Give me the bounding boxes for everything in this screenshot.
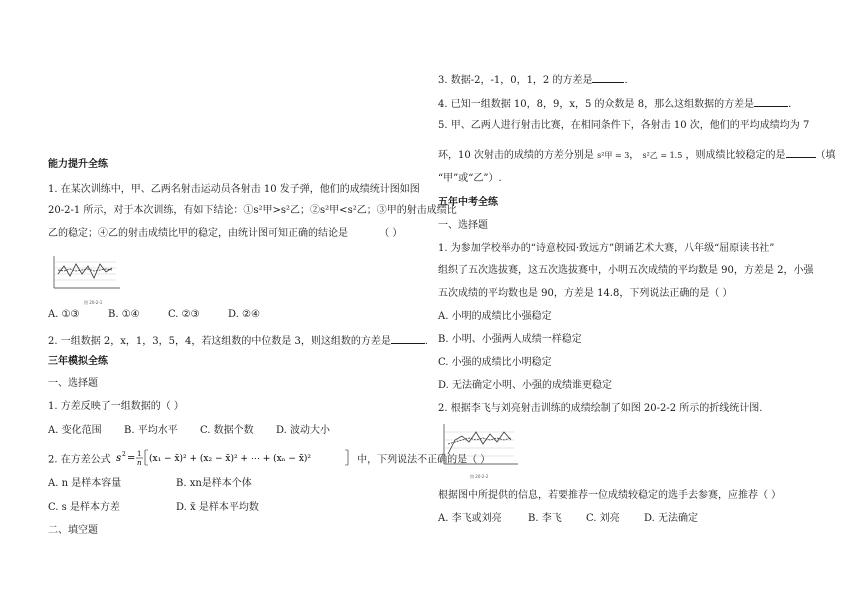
q8-option-c[interactable]: C. 小强的成绩比小明稳定 xyxy=(438,357,552,368)
fig2-caption: 图 20-2-2 xyxy=(470,474,489,479)
q4-option-c[interactable]: C. s 是样本方差 xyxy=(48,502,120,513)
svg-text:n: n xyxy=(136,459,142,467)
q1-line1: 1. 在某次训练中，甲、乙两名射击运动员各射击 10 发子弹，他们的成绩统计图如图 xyxy=(48,184,420,195)
q7-variance-yi: s²乙 = 1.5 xyxy=(642,151,683,160)
q3-option-d[interactable]: D. 波动大小 xyxy=(276,425,331,436)
q7-answer-blank[interactable] xyxy=(786,146,816,158)
q1-option-d[interactable]: D. ②④ xyxy=(228,309,260,320)
q8-line2: 组织了五次选拔赛，这五次选拔赛中，小明五次成绩的平均数是 90，方差是 2，小强 xyxy=(438,265,814,276)
subsection-choice: 一、选择题 xyxy=(48,378,98,389)
q5-text: 3. 数据-2，-1，0，1，2 的方差是 xyxy=(438,75,593,86)
q7-line3: “甲”或“乙”）. xyxy=(438,173,502,184)
figure-20-2-1 xyxy=(46,252,126,300)
q2 xyxy=(48,332,428,348)
q7-line2-mid: ，则成绩比较稳定的是 xyxy=(685,150,786,161)
q2-answer-blank[interactable] xyxy=(391,332,425,344)
q4-prefix: 2. 在方差公式 xyxy=(48,454,111,466)
q9-option-b[interactable]: B. 李飞 xyxy=(528,513,562,524)
q9-option-a[interactable]: A. 李飞或刘亮 xyxy=(438,513,502,524)
section-title-ability: 能力提升全练 xyxy=(48,159,108,170)
q5-answer-blank[interactable] xyxy=(592,71,624,83)
q6 xyxy=(438,95,791,111)
q4-suffix: 中，下列说法不正确的是（ ） xyxy=(357,454,491,466)
fig2-series-1 xyxy=(448,432,511,454)
svg-text:2: 2 xyxy=(121,451,126,458)
q8-line3: 五次成绩的平均数也是 90，方差是 14.8，下列说法正确的是（ ） xyxy=(438,288,733,299)
q9-option-d[interactable]: D. 无法确定 xyxy=(644,513,699,524)
q7-line2: 环，10 次射击的成绩的方差分别是 s²甲 = 3， s²乙 = 1.5 ，则成绩比较稳定的是 （填 xyxy=(438,146,836,162)
q1-line2: 20-2-1 所示，对于本次训练，有如下结论：①s²甲>s²乙；②s²甲<s²乙；③甲的射击成绩比 xyxy=(48,205,457,216)
q9-option-c[interactable]: C. 刘亮 xyxy=(586,513,620,524)
subsection-choice-right: 一、选择题 xyxy=(438,220,488,231)
variance-formula-svg xyxy=(114,448,354,468)
q2-text: 2. 一组数据 2，x，1，3，5，4，若这组数的中位数是 3，则这组数的方差是 xyxy=(48,336,391,347)
section-title-three-year: 三年模拟全练 xyxy=(48,356,108,367)
q1-option-a[interactable]: A. ①③ xyxy=(48,309,80,320)
variance-formula xyxy=(114,448,354,472)
q1-option-c[interactable]: C. ②③ xyxy=(168,309,200,320)
q3-option-a[interactable]: A. 变化范围 xyxy=(48,425,102,436)
q8-option-a[interactable]: A. 小明的成绩比小强稳定 xyxy=(438,311,552,322)
q8-option-d[interactable]: D. 无法确定小明、小强的成绩谁更稳定 xyxy=(438,380,613,391)
q9-after: 根据图中所提供的信息，若要推荐一位成绩较稳定的选手去参赛，应推荐（ ） xyxy=(438,490,782,501)
q6-text: 4. 已知一组数据 10，8，9，x，5 的众数是 8，那么这组数据的方差是 xyxy=(438,99,755,110)
section-title-five-year: 五年中考全练 xyxy=(438,197,498,208)
q1-option-b[interactable]: B. ①④ xyxy=(108,309,140,320)
svg-text:(x₁ − x̄)² + (x₂ − x̄)² + ⋯ +: (x₁ − x̄)² + (x₂ − x̄)² + ⋯ + (xₙ − x̄)² xyxy=(148,454,311,464)
q4 xyxy=(48,448,490,472)
subsection-fill: 二、填空题 xyxy=(48,525,98,536)
q1-paren: （ ） xyxy=(379,228,403,239)
svg-text:=: = xyxy=(126,453,136,464)
q1-line3-text: 乙的稳定；④乙的射击成绩比甲的稳定，由统计图可知正确的结论是 xyxy=(48,228,348,239)
fig1-grid xyxy=(54,262,116,280)
q3-text: 1. 方差反映了一组数据的（ ） xyxy=(48,401,184,412)
q5 xyxy=(438,71,628,87)
svg-text:1: 1 xyxy=(136,450,142,458)
q6-end: . xyxy=(788,99,792,110)
q6-answer-blank[interactable] xyxy=(754,95,788,107)
q3-option-b[interactable]: B. 平均水平 xyxy=(124,425,178,436)
svg-text:s: s xyxy=(115,453,122,464)
q3-option-c[interactable]: C. 数据个数 xyxy=(200,425,254,436)
q8-option-b[interactable]: B. 小明、小强两人成绩一样稳定 xyxy=(438,334,582,345)
q7-line2-end: （填 xyxy=(815,150,836,161)
q4-option-a[interactable]: A. n 是样本容量 xyxy=(48,478,122,489)
q7-line1: 5. 甲、乙两人进行射击比赛，在相同条件下，各射击 10 次，他们的平均成绩均为 7 xyxy=(438,120,810,131)
fig2-grid xyxy=(444,432,514,456)
fig1-series-jia xyxy=(58,264,112,278)
fig1-caption: 图 20-2-1 xyxy=(84,300,103,305)
q7-line2-text: 环，10 次射击的成绩的方差分别是 xyxy=(438,150,594,161)
q4-option-d[interactable]: D. x̄ 是样本平均数 xyxy=(176,502,259,513)
q1-line3 xyxy=(48,227,402,240)
q2-end: . xyxy=(424,336,429,347)
q8-line1: 1. 为参加学校举办的“诗意校园·致远方”朗诵艺术大赛，八年级“屈原读书社” xyxy=(438,243,775,254)
figure-20-2-2 xyxy=(438,420,524,472)
q9-text: 2. 根据李飞与刘亮射击训练的成绩绘制了如图 20-2-2 所示的折线统计图. xyxy=(438,403,763,414)
q5-end: . xyxy=(624,75,628,86)
q7-variance-jia: s²甲 = 3 xyxy=(597,151,630,160)
q4-option-b[interactable]: B. xn是样本个体 xyxy=(176,478,252,489)
